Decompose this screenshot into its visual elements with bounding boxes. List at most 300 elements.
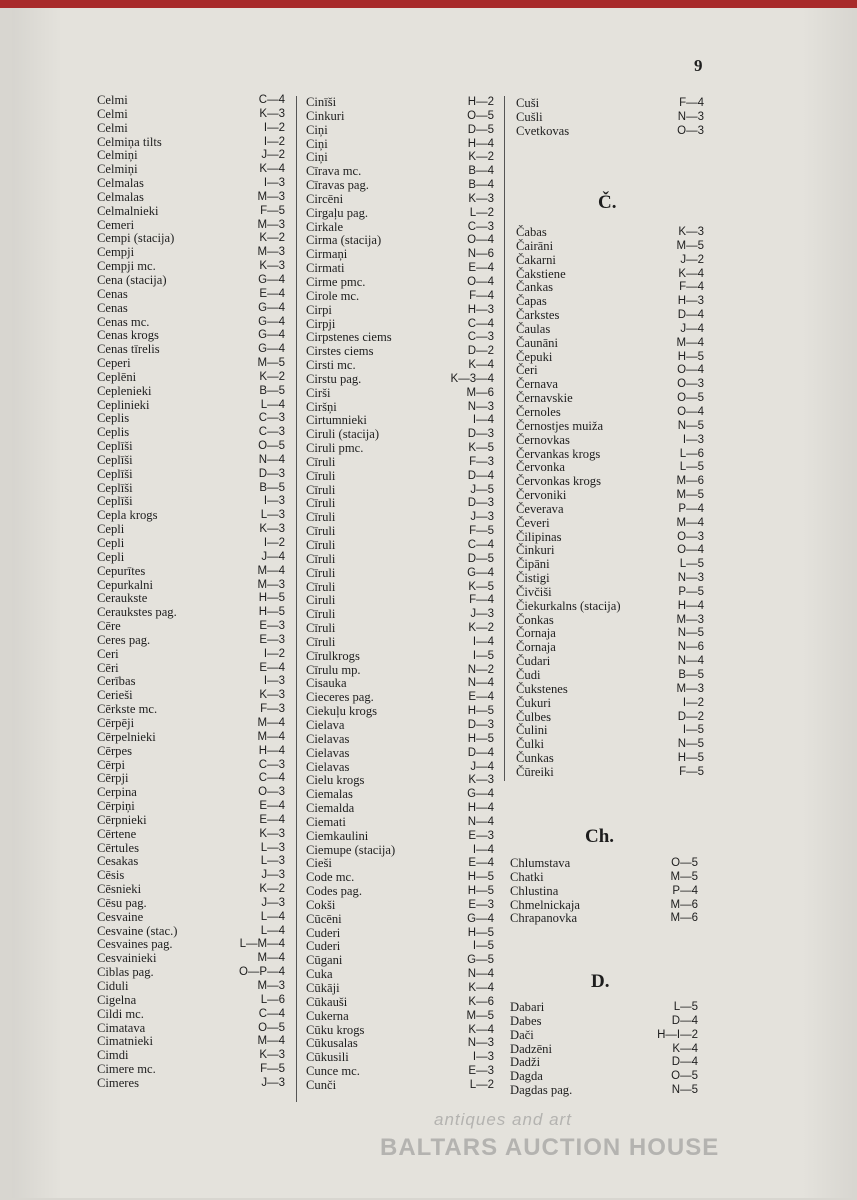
entry-grid-ref: O—5	[671, 857, 698, 869]
entry-grid-ref: L—6	[260, 993, 285, 1006]
entry-grid-ref: G—4	[258, 343, 285, 356]
entry-grid-ref: O—3	[677, 530, 704, 543]
index-entry	[97, 302, 285, 316]
entry-name: Ceplēni	[97, 369, 137, 384]
entry-name: Celmalas	[97, 189, 144, 204]
entry-name: Ciemalas	[306, 787, 353, 802]
index-entry	[516, 766, 704, 780]
entry-grid-ref: B—4	[468, 179, 494, 192]
entry-name: Cirmati	[306, 261, 345, 276]
entry-grid-ref: F—3	[260, 703, 285, 716]
index-entry	[97, 980, 285, 994]
index-entry	[306, 110, 494, 124]
entry-grid-ref: M—5	[670, 870, 698, 883]
entry-grid-ref: E—4	[259, 800, 285, 813]
entry-name: Cirtumnieki	[306, 413, 367, 428]
entry-grid-ref: O—3	[677, 378, 704, 391]
entry-name: Dagda	[510, 1069, 543, 1084]
entry-name: Chatki	[510, 869, 544, 884]
index-entry	[97, 440, 285, 454]
entry-grid-ref: H—5	[258, 606, 285, 619]
entry-name: Chlustina	[510, 883, 559, 898]
entry-name: Cepli	[97, 549, 125, 564]
entry-grid-ref: O—4	[467, 234, 494, 247]
entry-name: Cērpes	[97, 743, 132, 758]
entry-name: Čakstiene	[516, 266, 566, 281]
entry-name: Cenas mc.	[97, 314, 150, 329]
entry-grid-ref: I—4	[472, 414, 494, 427]
entry-name: Ciemkaulini	[306, 828, 369, 843]
entry-name: Černava	[516, 377, 558, 392]
watermark	[380, 1110, 780, 1170]
index-entry	[97, 329, 285, 343]
entry-name: Cūkusili	[306, 1050, 349, 1065]
entry-name: Čabas	[516, 225, 547, 239]
index-entry	[516, 378, 704, 392]
index-entry	[306, 650, 494, 664]
index-column-2	[306, 96, 494, 1093]
index-entry	[97, 412, 285, 426]
entry-grid-ref: O—P—4	[238, 966, 285, 979]
entry-name: Čairāni	[516, 238, 554, 253]
index-entry	[306, 913, 494, 927]
entry-grid-ref: H—3	[677, 295, 704, 308]
entry-name: Cušli	[516, 109, 543, 124]
index-entry	[97, 828, 285, 842]
entry-grid-ref: I—5	[472, 940, 494, 953]
entry-name: Cērpi	[97, 757, 125, 772]
entry-name: Chrapanovka	[510, 911, 578, 926]
index-entry	[97, 219, 285, 233]
entry-name: Cimeres	[97, 1075, 139, 1090]
entry-grid-ref: O—3	[677, 124, 704, 137]
entry-name: Čilipinas	[516, 529, 562, 544]
entry-grid-ref: L—5	[679, 558, 704, 571]
entry-grid-ref: G—4	[258, 329, 285, 342]
entry-grid-ref: L—4	[260, 398, 285, 411]
index-entry	[97, 1077, 285, 1091]
entry-grid-ref: N—6	[467, 248, 494, 261]
entry-grid-ref: H—2	[467, 96, 494, 108]
entry-name: Čonkas	[516, 612, 554, 627]
index-entry	[306, 954, 494, 968]
entry-grid-ref: K—3	[259, 689, 285, 702]
index-entry	[516, 420, 704, 434]
column-divider-2	[504, 96, 505, 781]
entry-grid-ref: M—4	[257, 952, 285, 965]
entry-grid-ref: D—4	[677, 309, 704, 322]
index-entry	[306, 927, 494, 941]
entry-name: Čankas	[516, 280, 554, 295]
index-entry	[306, 234, 494, 248]
entry-grid-ref: I—2	[263, 135, 285, 148]
entry-grid-ref: O—4	[467, 275, 494, 288]
entry-name: Cenas	[97, 286, 128, 301]
entry-grid-ref: D—2	[467, 345, 494, 358]
index-entry	[306, 1051, 494, 1065]
entry-name: Cīruli	[306, 565, 336, 580]
entry-name: Ceplīši	[97, 480, 133, 495]
entry-name: Cieceres pag.	[306, 690, 374, 705]
entry-grid-ref: M—3	[676, 613, 704, 626]
entry-grid-ref: O—4	[677, 364, 704, 377]
index-entry	[306, 248, 494, 262]
entry-name: Cērpelnieki	[97, 729, 156, 744]
entry-name: Cerības	[97, 674, 136, 689]
entry-grid-ref: O—4	[677, 544, 704, 557]
index-entry	[306, 401, 494, 415]
index-entry	[97, 689, 285, 703]
index-column-3-c-caron	[516, 226, 704, 780]
index-entry	[97, 759, 285, 773]
entry-grid-ref: C—4	[258, 772, 285, 785]
index-entry	[97, 911, 285, 925]
entry-grid-ref: O—5	[258, 1021, 285, 1034]
index-entry	[516, 503, 704, 517]
index-entry	[97, 246, 285, 260]
entry-grid-ref: D—5	[467, 123, 494, 136]
index-entry	[306, 318, 494, 332]
entry-grid-ref: L—6	[679, 447, 704, 460]
entry-name: Ciruli pmc.	[306, 441, 364, 456]
index-entry	[97, 620, 285, 634]
entry-grid-ref: N—5	[677, 627, 704, 640]
entry-grid-ref: I—4	[472, 843, 494, 856]
index-entry	[306, 664, 494, 678]
index-entry	[516, 558, 704, 572]
index-entry	[97, 399, 285, 413]
index-entry	[306, 761, 494, 775]
entry-name: Dadzēni	[510, 1041, 552, 1056]
entry-name: Cukerna	[306, 1008, 349, 1023]
entry-name: Ciemalda	[306, 801, 355, 816]
entry-name: Čornaja	[516, 640, 556, 655]
entry-grid-ref: D—3	[467, 718, 494, 731]
index-entry	[306, 1065, 494, 1079]
index-entry	[97, 177, 285, 191]
index-entry	[306, 622, 494, 636]
entry-name: Ceraukstes pag.	[97, 605, 177, 620]
index-entry	[97, 565, 285, 579]
entry-grid-ref: L—3	[260, 855, 285, 868]
index-entry	[306, 857, 494, 871]
entry-grid-ref: B—5	[678, 669, 704, 681]
entry-grid-ref: H—5	[467, 926, 494, 939]
entry-name: Cirpi	[306, 302, 332, 317]
entry-grid-ref: K—4	[468, 1023, 494, 1036]
index-entry	[516, 125, 704, 139]
entry-name: Cirši	[306, 385, 331, 400]
entry-grid-ref: H—5	[258, 592, 285, 605]
index-entry	[97, 1049, 285, 1063]
entry-name: Cīruli	[306, 551, 336, 566]
entry-name: Ceraukste	[97, 591, 148, 606]
entry-grid-ref: O—5	[467, 109, 494, 122]
index-entry	[516, 323, 704, 337]
index-entry	[306, 138, 494, 152]
entry-name: Cuderi	[306, 925, 341, 940]
entry-grid-ref: D—4	[467, 746, 494, 759]
entry-grid-ref: K—2	[259, 370, 285, 383]
index-entry	[510, 899, 698, 913]
entry-name: Ciņi	[306, 122, 328, 137]
entry-grid-ref: K—4	[468, 359, 494, 372]
entry-name: Cimdi	[97, 1048, 129, 1063]
entry-grid-ref: H—5	[467, 705, 494, 718]
entry-name: Cesakas	[97, 854, 139, 869]
index-entry	[97, 883, 285, 897]
entry-grid-ref: D—3	[258, 467, 285, 480]
index-entry	[97, 371, 285, 385]
index-entry	[306, 1024, 494, 1038]
entry-grid-ref: C—4	[467, 539, 494, 551]
index-entry	[306, 581, 494, 595]
entry-grid-ref: M—4	[257, 1035, 285, 1048]
index-entry	[516, 586, 704, 600]
index-entry	[516, 655, 704, 669]
index-entry	[97, 523, 285, 537]
entry-grid-ref: N—4	[258, 453, 285, 466]
entry-grid-ref: M—6	[466, 386, 494, 399]
entry-name: Ceplis	[97, 411, 130, 426]
entry-grid-ref: K—2	[468, 622, 494, 635]
entry-grid-ref: M—3	[257, 980, 285, 992]
entry-name: Cepurkalni	[97, 577, 153, 592]
entry-name: Cuši	[516, 96, 540, 110]
index-entry	[97, 814, 285, 828]
index-entry	[97, 551, 285, 565]
entry-grid-ref: E—4	[259, 287, 285, 300]
entry-name: Cepurītes	[97, 563, 146, 578]
index-entry	[306, 1079, 494, 1093]
entry-grid-ref: H—4	[467, 137, 494, 150]
entry-grid-ref: L—M—4	[239, 938, 285, 951]
entry-grid-ref: F—4	[679, 281, 704, 294]
entry-name: Čornaja	[516, 626, 556, 641]
entry-grid-ref: E—3	[468, 898, 494, 911]
index-entry	[97, 800, 285, 814]
entry-name: Celmalnieki	[97, 203, 159, 218]
entry-grid-ref: E—4	[468, 691, 494, 704]
entry-grid-ref: I—3	[682, 433, 704, 446]
index-entry	[516, 295, 704, 309]
entry-name: Cesvaines pag.	[97, 937, 173, 952]
entry-grid-ref: M—4	[257, 730, 285, 743]
index-entry	[306, 428, 494, 442]
entry-grid-ref: I—3	[263, 177, 285, 190]
entry-grid-ref: H—5	[677, 752, 704, 765]
index-entry	[97, 288, 285, 302]
entry-name: Cēsu pag.	[97, 895, 147, 910]
entry-name: Ceplīši	[97, 466, 133, 481]
entry-name: Cirole mc.	[306, 288, 360, 303]
index-entry	[510, 1001, 698, 1015]
entry-name: Cūku krogs	[306, 1022, 365, 1037]
index-entry	[306, 525, 494, 539]
entry-name: Cvetkovas	[516, 123, 570, 138]
entry-name: Čukstenes	[516, 681, 568, 696]
entry-grid-ref: F—4	[469, 594, 494, 607]
index-entry	[97, 94, 285, 108]
entry-name: Činkuri	[516, 543, 555, 558]
entry-name: Circēni	[306, 191, 344, 206]
index-entry	[97, 648, 285, 662]
index-entry	[516, 711, 704, 725]
index-entry	[510, 1084, 698, 1098]
entry-grid-ref: M—5	[466, 1009, 494, 1022]
entry-grid-ref: J—3	[470, 511, 494, 524]
entry-grid-ref: H—5	[467, 732, 494, 745]
entry-name: Cigelna	[97, 992, 137, 1007]
entry-grid-ref: B—5	[259, 481, 285, 494]
index-entry	[306, 290, 494, 304]
entry-name: Ceperi	[97, 356, 131, 371]
index-entry	[306, 747, 494, 761]
entry-grid-ref: N—4	[467, 677, 494, 690]
section-heading-c-caron: Č.	[598, 192, 617, 213]
index-entry	[97, 855, 285, 869]
entry-grid-ref: H—4	[258, 744, 285, 757]
entry-grid-ref: O—5	[671, 1070, 698, 1083]
entry-grid-ref: K—3	[259, 260, 285, 273]
entry-name: Cirgaļu pag.	[306, 205, 369, 220]
index-entry	[510, 1043, 698, 1057]
entry-grid-ref: J—3	[261, 869, 285, 882]
entry-name: Cērpiņi	[97, 799, 135, 814]
entry-name: Cīruli	[306, 454, 336, 469]
index-entry	[97, 842, 285, 856]
entry-grid-ref: I—5	[682, 724, 704, 737]
entry-name: Celmiņi	[97, 162, 138, 177]
entry-grid-ref: L—4	[260, 924, 285, 937]
section-heading-ch: Ch.	[585, 826, 615, 847]
index-entry	[97, 260, 285, 274]
entry-grid-ref: C—3	[258, 426, 285, 439]
index-entry	[97, 274, 285, 288]
index-entry	[306, 497, 494, 511]
entry-grid-ref: K—3	[259, 827, 285, 840]
index-entry	[510, 912, 698, 926]
index-column-3-d	[510, 1001, 698, 1098]
entry-grid-ref: G—4	[258, 301, 285, 314]
entry-grid-ref: J—4	[261, 550, 285, 563]
entry-name: Chlumstava	[510, 856, 571, 870]
entry-grid-ref: M—3	[257, 218, 285, 231]
entry-name: Čakarni	[516, 252, 556, 267]
entry-grid-ref: D—4	[671, 1056, 698, 1069]
entry-grid-ref: M—5	[676, 489, 704, 502]
index-entry	[97, 994, 285, 1008]
entry-name: Cīruli	[306, 524, 336, 539]
index-column-3-ch	[510, 857, 698, 926]
index-entry	[516, 697, 704, 711]
entry-name: Cirpji	[306, 316, 336, 331]
entry-name: Ceplīši	[97, 452, 133, 467]
index-entry	[516, 641, 704, 655]
entry-grid-ref: N—4	[467, 968, 494, 981]
index-entry	[97, 454, 285, 468]
entry-grid-ref: K—3	[259, 1049, 285, 1062]
entry-grid-ref: F—5	[679, 765, 704, 778]
entry-name: Cunce mc.	[306, 1064, 360, 1079]
entry-name: Cirma (stacija)	[306, 233, 382, 248]
index-entry	[97, 772, 285, 786]
entry-name: Cēre	[97, 619, 121, 634]
entry-grid-ref: H—5	[677, 350, 704, 363]
index-entry	[516, 461, 704, 475]
entry-name: Čivčiši	[516, 584, 552, 599]
index-entry	[306, 816, 494, 830]
index-entry	[97, 662, 285, 676]
index-entry	[97, 634, 285, 648]
entry-name: Cesvaine (stac.)	[97, 923, 178, 938]
index-entry	[306, 733, 494, 747]
index-entry	[306, 359, 494, 373]
entry-name: Ciruli	[306, 593, 336, 608]
index-entry	[306, 331, 494, 345]
entry-grid-ref: F—3	[469, 455, 494, 468]
entry-grid-ref: N—2	[467, 663, 494, 676]
index-entry	[97, 495, 285, 509]
entry-name: Cirmaņi	[306, 247, 348, 262]
entry-grid-ref: J—5	[470, 483, 494, 496]
index-entry	[97, 136, 285, 150]
entry-name: Čulbes	[516, 709, 551, 724]
entry-grid-ref: D—4	[671, 1014, 698, 1027]
index-entry	[97, 122, 285, 136]
entry-grid-ref: D—3	[467, 497, 494, 510]
entry-grid-ref: H—4	[467, 802, 494, 815]
entry-name: Čapas	[516, 294, 547, 309]
entry-name: Chmelnickaja	[510, 897, 580, 912]
entry-name: Dabari	[510, 1000, 545, 1014]
entry-grid-ref: F—4	[679, 97, 704, 109]
entry-grid-ref: M—6	[670, 912, 698, 925]
index-entry	[97, 468, 285, 482]
index-entry	[306, 594, 494, 608]
entry-name: Cūgani	[306, 953, 343, 968]
index-entry	[306, 179, 494, 193]
entry-name: Cenas krogs	[97, 328, 159, 343]
index-entry	[516, 337, 704, 351]
entry-grid-ref: C—3	[258, 758, 285, 771]
entry-name: Čudari	[516, 654, 551, 669]
entry-grid-ref: B—4	[468, 165, 494, 178]
entry-name: Černostjes muiža	[516, 418, 604, 433]
index-entry	[97, 149, 285, 163]
entry-grid-ref: D—2	[677, 710, 704, 723]
entry-name: Codes pag.	[306, 884, 362, 899]
entry-name: Cērtules	[97, 840, 139, 855]
index-entry	[306, 124, 494, 138]
entry-name: Cīruli	[306, 634, 336, 649]
entry-name: Čaulas	[516, 321, 551, 336]
index-entry	[516, 364, 704, 378]
entry-name: Cirpstenes ciems	[306, 330, 392, 345]
entry-name: Cīruli	[306, 468, 336, 483]
entry-name: Cīruli	[306, 538, 336, 552]
index-entry	[516, 517, 704, 531]
index-entry	[97, 579, 285, 593]
index-entry	[97, 925, 285, 939]
entry-grid-ref: E—4	[468, 262, 494, 275]
index-entry	[306, 788, 494, 802]
entry-grid-ref: G—4	[467, 788, 494, 801]
index-entry	[306, 608, 494, 622]
index-entry	[306, 677, 494, 691]
entry-name: Cirstes ciems	[306, 344, 374, 359]
index-entry	[306, 442, 494, 456]
